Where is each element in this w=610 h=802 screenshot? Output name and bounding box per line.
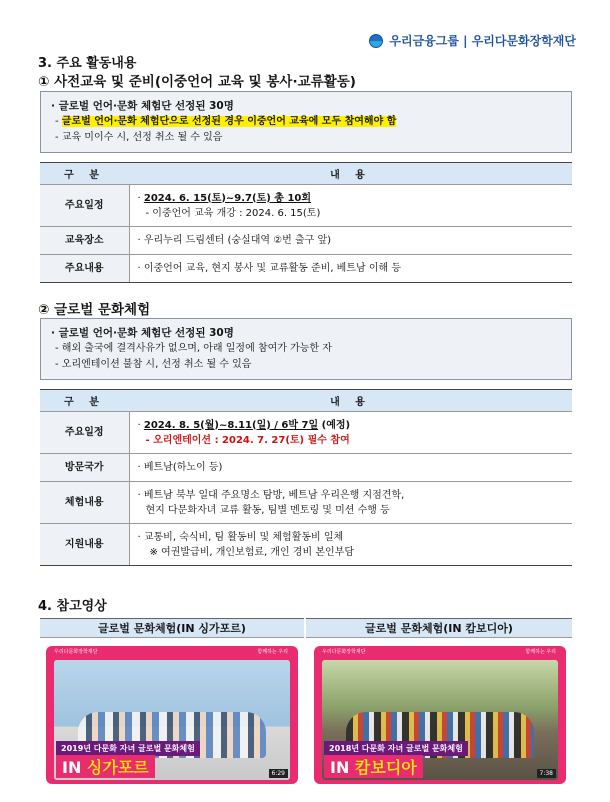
- channel-name: 우리다문화장학재단: [322, 649, 366, 655]
- sub1-box-line2: [51, 114, 561, 130]
- caption-prefix: IN: [330, 758, 355, 777]
- channel-tagline: 함께하는 우리: [525, 649, 556, 655]
- row-value: · 우리누리 드림센터 (숭실대역 ②번 출구 앞): [129, 227, 572, 255]
- trip-date: 2024. 8. 5(월)~8.11(일) / 6박 7일: [143, 419, 319, 431]
- table-row: [40, 227, 572, 255]
- sub2-box-line2: - 해외 출국에 결격사유가 없으며, 아래 일정에 참여가 가능한 자: [55, 343, 332, 354]
- section4-title: 4. 참고영상: [38, 599, 107, 614]
- sub2-box-line3: - 오리엔테이션 불참 시, 선정 취소 될 수 있음: [55, 359, 252, 370]
- table-row: [40, 454, 572, 482]
- row-value: · 베트남(하노이 등): [129, 454, 572, 482]
- subsection1-title: ① 사전교육 및 준비(이중언어 교육 및 봉사·교류활동): [38, 74, 356, 90]
- schedule-detail: - 이중언어 교육 개강 : 2024. 6. 15(토): [145, 207, 321, 219]
- subsection2-title: ② 글로벌 문화체험: [38, 302, 151, 318]
- row-key: 방문국가: [40, 454, 129, 482]
- table-header-row: [40, 390, 572, 412]
- row-key: 지원내용: [40, 524, 129, 566]
- video2-header: 글로벌 문화체험(IN 캄보디아): [306, 618, 572, 638]
- sub2-table: [40, 389, 572, 566]
- schedule-date: 2024. 6. 15(토)~9.7(토) 총 10회: [143, 192, 312, 204]
- sub2-info-box: [40, 318, 572, 380]
- row-value: · 2024. 6. 15(토)~9.7(토) 총 10회 - 이중언어 교육 개강 : 2024. 6. 15(토): [129, 185, 572, 227]
- video-duration: 6:29: [269, 769, 288, 778]
- woori-logo-icon: [369, 34, 383, 48]
- sub1-box-line2-prefix: -: [55, 116, 62, 127]
- video-caption-main: [324, 755, 423, 778]
- row-key: 체험내용: [40, 482, 129, 524]
- video-duration: 7:38: [537, 769, 556, 778]
- sub1-info-box: [40, 91, 572, 153]
- row-key: 주요일정: [40, 412, 129, 454]
- sub1-box-line1: · 글로벌 언어·문화 체험단 선정된 30명: [51, 100, 234, 112]
- row-key: 교육장소: [40, 227, 129, 255]
- video-caption-main: [56, 755, 155, 778]
- row-key: 주요내용: [40, 255, 129, 283]
- support-line1: · 교통비, 숙식비, 팀 활동비 및 체험활동비 일체: [137, 531, 344, 543]
- table-row: [40, 482, 572, 524]
- table-row: [40, 412, 572, 454]
- row-value: · 이중언어 교육, 현지 봉사 및 교류활동 준비, 베트남 이해 등: [129, 255, 572, 283]
- support-line2: ※ 여권발급비, 개인보험료, 개인 경비 본인부담: [149, 546, 355, 558]
- caption-prefix: IN: [62, 758, 87, 777]
- row-value: · 2024. 8. 5(월)~8.11(일) / 6박 7일 (예정) - 오리엔테이션 : 2024. 7. 27(토) 필수 참여: [129, 412, 572, 454]
- experience-line1: · 베트남 북부 일대 주요명소 탐방, 베트남 우리은행 지점견학,: [137, 489, 405, 501]
- col-header-content: 내 용: [129, 390, 572, 412]
- table-header-row: [40, 163, 572, 185]
- row-value: [129, 524, 572, 566]
- video-caption-top: 2018년 다문화 자녀 글로벌 문화체험: [324, 741, 468, 756]
- channel-name: 우리다문화장학재단: [54, 649, 98, 655]
- trip-date-suffix: (예정): [318, 419, 351, 431]
- row-key: 주요일정: [40, 185, 129, 227]
- orientation-note: - 오리엔테이션 : 2024. 7. 27(토) 필수 참여: [145, 434, 350, 446]
- channel-tagline: 함께하는 우리: [257, 649, 288, 655]
- table-row: [40, 524, 572, 566]
- logo-text: 우리금융그룹 | 우리다문화장학재단: [389, 34, 576, 48]
- section3-title: 3. 주요 활동내용: [38, 56, 137, 71]
- col-header-category: 구 분: [40, 163, 129, 185]
- experience-line2: 현지 다문화자녀 교류 활동, 팀별 멘토링 및 미션 수행 등: [145, 504, 390, 516]
- table-row: [40, 185, 572, 227]
- table-row: [40, 255, 572, 283]
- caption-country: 캄보디아: [354, 758, 417, 777]
- col-header-category: 구 분: [40, 390, 129, 412]
- brand-logo: [369, 32, 576, 49]
- video1-header: 글로벌 문화체험(IN 싱가포르): [40, 618, 304, 638]
- row-value: [129, 482, 572, 524]
- video-thumbnail-singapore[interactable]: [46, 646, 298, 784]
- video-caption-top: 2019년 다문화 자녀 글로벌 문화체험: [56, 741, 200, 756]
- sub1-box-highlight: 글로벌 언어·문화 체험단으로 선정된 경우 이중언어 교육에 모두 참여해야 함: [61, 116, 397, 127]
- video-thumbnail-cambodia[interactable]: [314, 646, 566, 784]
- sub1-table: [40, 162, 572, 283]
- sub1-box-line3: - 교육 미이수 시, 선정 취소 될 수 있음: [55, 132, 223, 143]
- sub2-box-line1: · 글로벌 언어·문화 체험단 선정된 30명: [51, 327, 234, 339]
- caption-country: 싱가포르: [86, 758, 149, 777]
- col-header-content: 내 용: [129, 163, 572, 185]
